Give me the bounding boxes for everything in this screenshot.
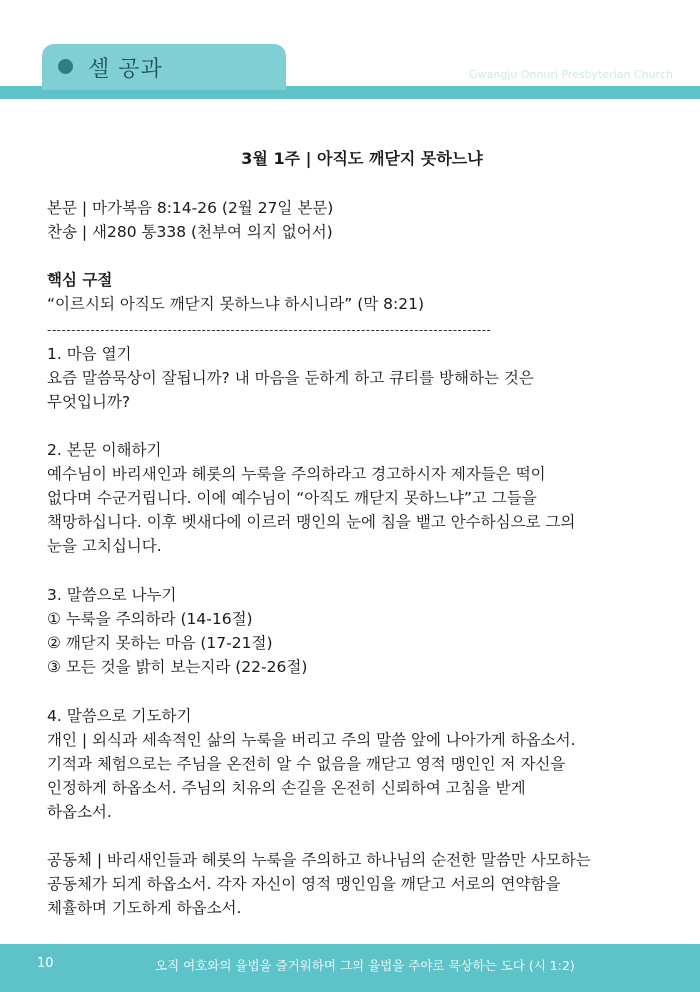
paragraph-line: 개인 | 외식과 세속적인 삶의 누룩을 버리고 주의 말씀 앞에 나아가게 하옵소서. [47, 731, 576, 749]
lesson-title: 3월 1주 | 아직도 깨닫지 못하느냐 [241, 149, 483, 168]
paragraph-line: 기적과 체험으로는 주님을 온전히 알 수 없음을 깨닫고 영적 맹인인 저 자신을 [47, 755, 566, 773]
bullet-dot-icon [58, 59, 73, 74]
hymn-line: 찬송 | 새280 통338 (천부여 의지 없어서) [47, 223, 333, 241]
paragraph-line: 체휼하며 기도하게 하옵소서. [47, 899, 242, 917]
list-item: ③ 모든 것을 밝히 보는지라 (22-26절) [47, 658, 308, 676]
key-verse-label: 핵심 구절 [47, 271, 113, 289]
paragraph-line: 예수님이 바리새인과 헤롯의 누룩을 주의하라고 경고하시자 제자들은 떡이 [47, 465, 546, 483]
section-tab [42, 44, 286, 90]
list-item: ② 깨닫지 못하는 마음 (17-21절) [47, 634, 273, 652]
paragraph-line: 책망하십니다. 이후 벳새다에 이르러 맹인의 눈에 침을 뱉고 안수하심으로 그의 [47, 513, 576, 531]
paragraph-line: 공동체 | 바리새인들과 헤롯의 누룩을 주의하고 하나님의 순전한 말씀만 사모하는 [47, 851, 591, 869]
footer-verse: 오직 여호와의 율법을 즐거워하며 그의 율법을 주야로 묵상하는 도다 (시 1:2) [155, 958, 575, 973]
section-heading-pray: 4. 말씀으로 기도하기 [47, 707, 192, 725]
section-title: 셀 공과 [88, 57, 163, 82]
divider-line: -------------------------------------------------------------------------------------------- [47, 323, 492, 337]
paragraph-line: 하옵소서. [47, 803, 112, 821]
paragraph-line: 없다며 수군거립니다. 이에 예수님이 “아직도 깨닫지 못하느냐”고 그들을 [47, 489, 537, 507]
paragraph-line: 공동체가 되게 하옵소서. 각자 자신이 영적 맹인임을 깨닫고 서로의 연약함을 [47, 875, 561, 893]
scripture-text-line: 본문 | 마가복음 8:14-26 (2월 27일 본문) [47, 199, 334, 217]
key-verse: “이르시되 아직도 깨닫지 못하느냐 하시니라” (막 8:21) [47, 295, 425, 313]
church-name: Gwangju Onnuri Presbyterian Church [469, 68, 673, 81]
paragraph-line: 눈을 고치십니다. [47, 537, 162, 555]
paragraph-line: 인정하게 하옵소서. 주님의 치유의 손길을 온전히 신뢰하여 고침을 받게 [47, 779, 526, 797]
paragraph-line: 요즘 말씀묵상이 잘됩니까? 내 마음을 둔하게 하고 큐티를 방해하는 것은 [47, 369, 534, 387]
page-number: 10 [37, 956, 54, 971]
section-heading-open-heart: 1. 마음 열기 [47, 345, 132, 363]
paragraph-line: 무엇입니까? [47, 393, 131, 411]
section-heading-understand: 2. 본문 이해하기 [47, 441, 162, 459]
section-heading-share: 3. 말씀으로 나누기 [47, 586, 177, 604]
list-item: ① 누룩을 주의하라 (14-16절) [47, 610, 253, 628]
